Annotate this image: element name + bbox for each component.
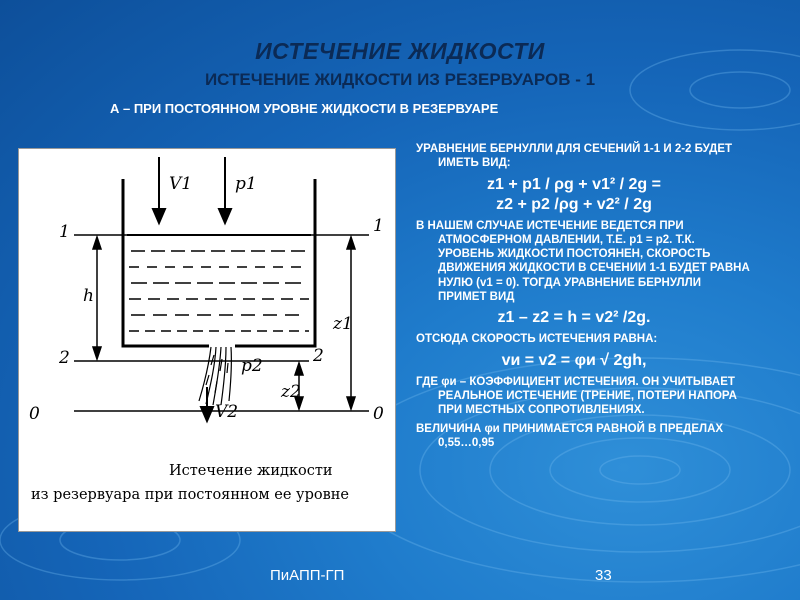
label-z1: z1 bbox=[333, 314, 353, 334]
figure-caption-line1: Истечение жидкости bbox=[169, 463, 333, 479]
outflow-jet bbox=[199, 347, 231, 405]
tank-wall bbox=[123, 179, 209, 346]
label-z2: z2 bbox=[281, 382, 301, 402]
slide-subtitle: ИСТЕЧЕНИЕ ЖИДКОСТИ ИЗ РЕЗЕРВУАРОВ - 1 bbox=[204, 70, 596, 89]
label-sec1-left: 1 bbox=[59, 222, 70, 242]
water-surface bbox=[127, 235, 311, 331]
paragraph-coefficient: ГДЕ φи – КОЭФФИЦИЕНТ ИСТЕЧЕНИЯ. ОН УЧИТЫВАЕТ РЕАЛЬНОЕ ИСТЕЧЕНИЕ (ТРЕНИЕ, ПОТЕРИ НАПОРА ПРИ МЕСТНЫХ СОПРОТИВЛЕНИЯХ. bbox=[416, 375, 737, 417]
label-sec2-right: 2 bbox=[313, 346, 324, 366]
label-sec0-left: 0 bbox=[29, 404, 40, 424]
explanation-text bbox=[398, 142, 750, 450]
footer-course-label: ПиАПП-ГП bbox=[270, 567, 345, 584]
label-p2: p2 bbox=[241, 356, 263, 376]
equation-velocity: vи = v2 = φи √ 2gh, bbox=[501, 351, 647, 369]
slide-title: ИСТЕЧЕНИЕ ЖИДКОСТИ bbox=[255, 38, 545, 64]
label-v2: V2 bbox=[215, 402, 239, 422]
equation-bernoulli-line2: z2 + p2 /ρg + v2² / 2g bbox=[496, 195, 652, 213]
page-number: 33 bbox=[595, 567, 612, 584]
label-sec0-right: 0 bbox=[373, 404, 384, 424]
paragraph-coefficient-range: ВЕЛИЧИНА φи ПРИНИМАЕТСЯ РАВНОЙ В ПРЕДЕЛАХ 0,55…0,95 bbox=[416, 422, 724, 449]
equation-height: z1 – z2 = h = v2² /2g. bbox=[497, 309, 651, 327]
label-sec2-left: 2 bbox=[59, 348, 70, 368]
label-p1: p1 bbox=[235, 174, 257, 194]
tank-wall bbox=[235, 179, 315, 346]
equation-bernoulli-line1: z1 + p1 / ρg + v1² / 2g = bbox=[487, 175, 661, 193]
paragraph-velocity-intro: ОТСЮДА СКОРОСТЬ ИСТЕЧЕНИЯ РАВНА: bbox=[416, 333, 658, 346]
label-v1: V1 bbox=[169, 174, 193, 194]
paragraph-bernoulli-intro: УРАВНЕНИЕ БЕРНУЛЛИ ДЛЯ СЕЧЕНИЙ 1-1 И 2-2 БУДЕТ ИМЕТЬ ВИД: bbox=[416, 143, 733, 170]
paragraph-atmospheric: В НАШЕМ СЛУЧАЕ ИСТЕЧЕНИЕ ВЕДЕТСЯ ПРИ АТМОСФЕРНОМ ДАВЛЕНИИ, Т.Е. p1 = p2. Т.К. УРОВЕНЬ ЖИДКОСТИ ПОСТОЯНЕН, СКОРОСТЬ ДВИЖЕНИЯ ЖИДКОСТИ В СЕЧЕНИИ 1-1 БУДЕТ РАВНА НУЛЮ (v1 = 0). ТОГДА УРАВНЕНИЕ БЕРНУЛЛИ ПРИМЕТ ВИД bbox=[416, 219, 750, 304]
reservoir-diagram bbox=[18, 148, 396, 532]
section-heading: А – ПРИ ПОСТОЯННОМ УРОВНЕ ЖИДКОСТИ В РЕЗЕРВУАРЕ bbox=[110, 101, 499, 116]
label-h: h bbox=[83, 286, 94, 306]
label-sec1-right: 1 bbox=[373, 216, 384, 236]
figure-caption-line2: из резервуара при постоянном ее уровне bbox=[31, 487, 349, 503]
